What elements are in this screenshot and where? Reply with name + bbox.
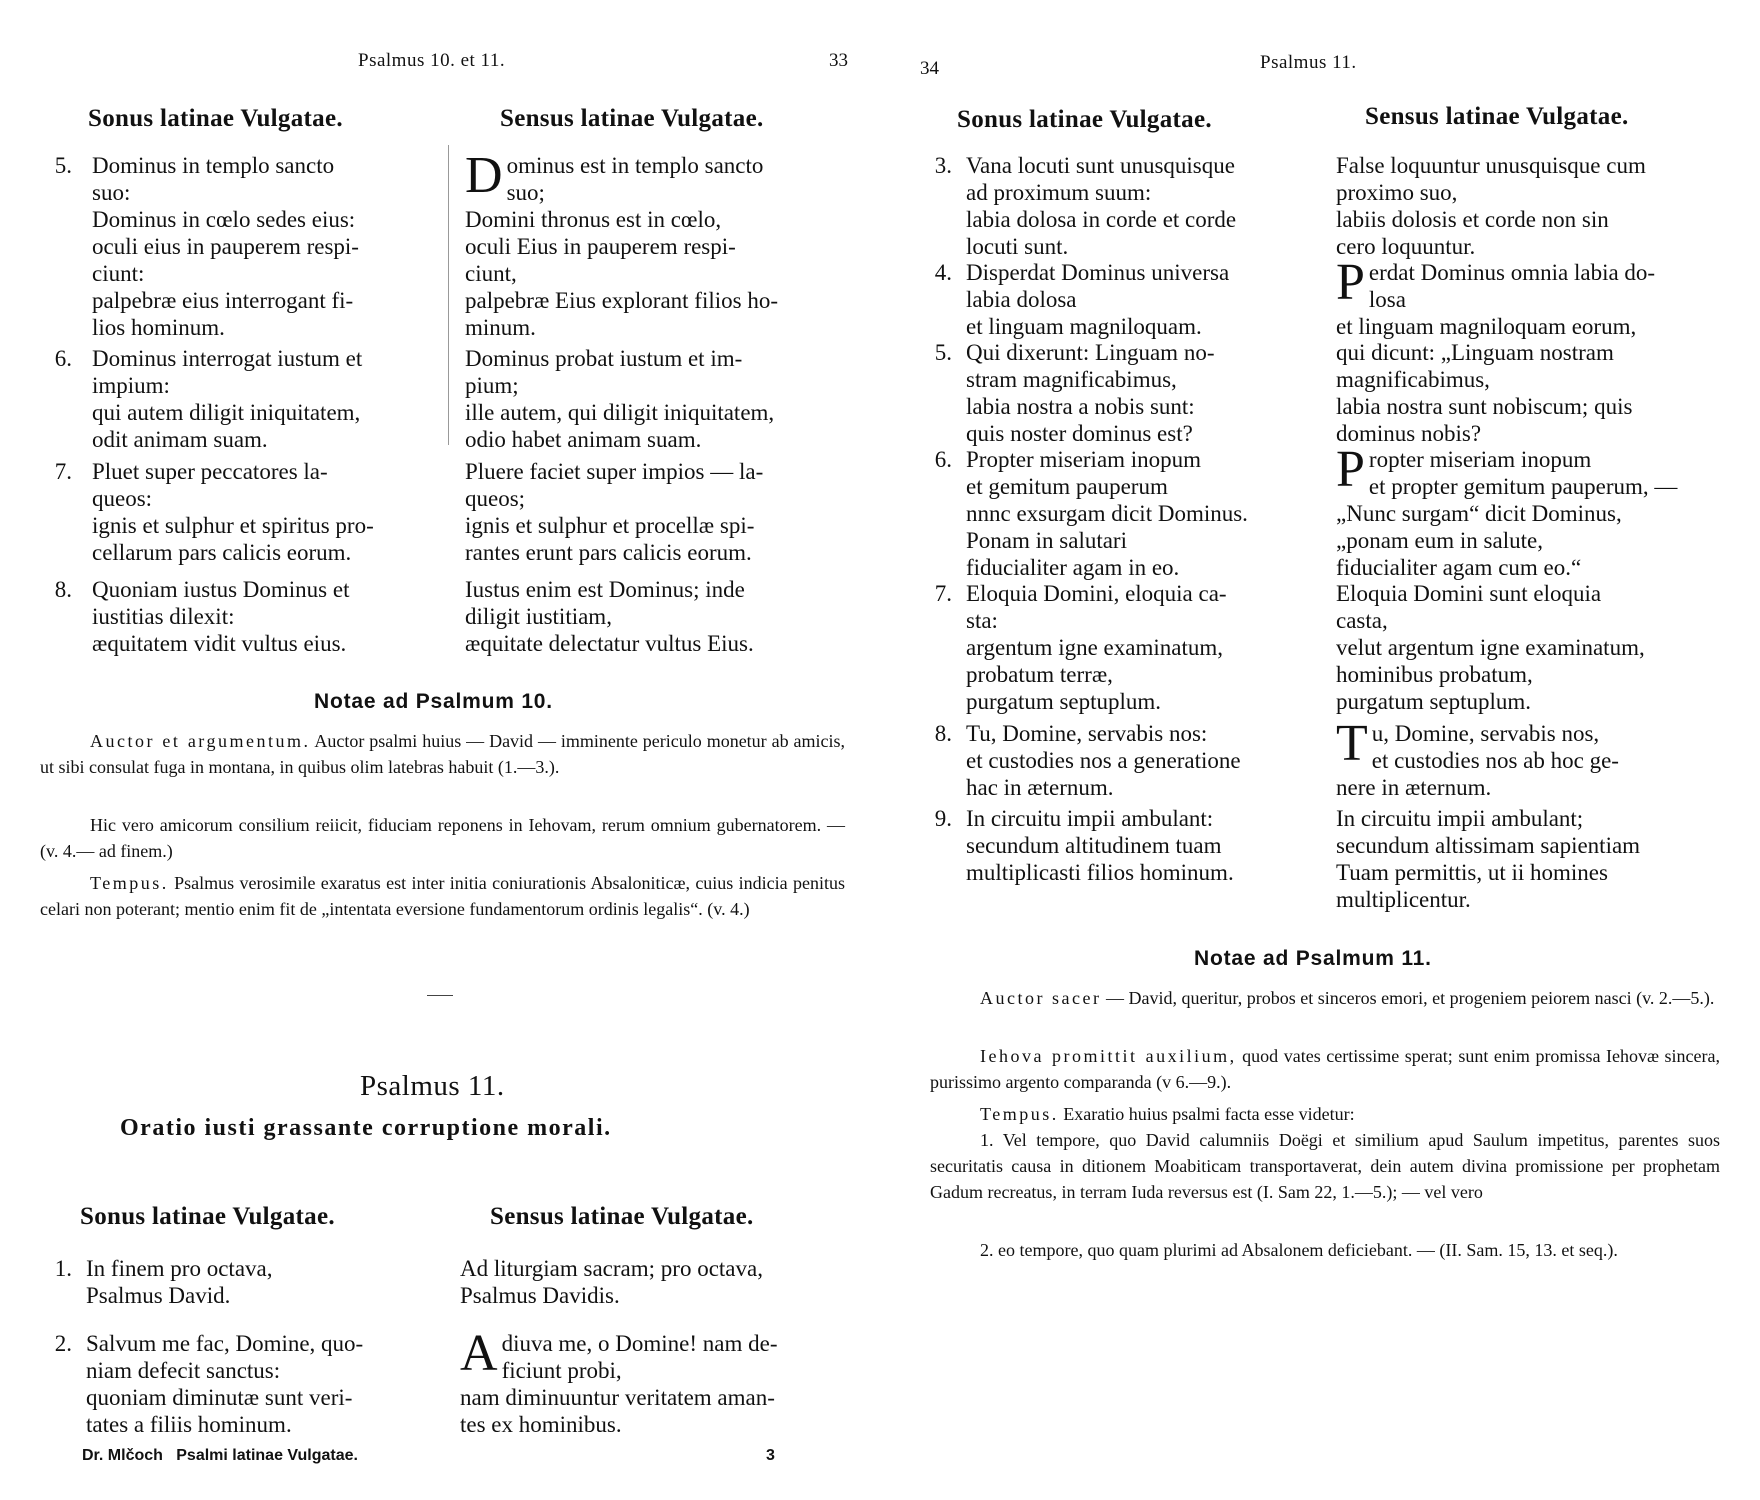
verse-line: velut argentum igne examinatum, xyxy=(1336,635,1645,660)
verse-line: purgatum septuplum. xyxy=(1336,689,1532,714)
verse-number: 8. xyxy=(934,721,952,746)
verse-line: secundum altitudinem tuam xyxy=(966,833,1222,858)
note-text: quod vates certissime sperat; sunt enim promissa Iehovæ sincera, purissimo argento comparanda (v 6.—9.). xyxy=(930,1046,1721,1092)
verse-line: hominibus probatum, xyxy=(1336,662,1533,687)
page-number: 34 xyxy=(920,58,939,79)
note-label: Auctor et argumentum. xyxy=(90,731,311,751)
verse-line: „ponam eum in salute, xyxy=(1336,528,1543,553)
verse-5-sonus xyxy=(40,152,435,342)
verse-line: u, Domine, servabis nos, xyxy=(1371,721,1600,746)
verse-7-sonus xyxy=(920,580,1310,716)
verse-line: stram magnificabimus, xyxy=(966,367,1177,392)
column-heading-sensus: Sensus latinae Vulgatae. xyxy=(490,1203,754,1230)
verse-line: fiducialiter agam in eo. xyxy=(966,555,1180,580)
verse-number: 9. xyxy=(934,806,952,831)
note-paragraph xyxy=(930,1127,1720,1205)
note-paragraph xyxy=(930,985,1720,1011)
verse-line: et propter gemitum pauperum, — xyxy=(1368,474,1678,499)
verse-line: casta, xyxy=(1336,608,1388,633)
note-text: Hic vero amicorum consilium reiicit, fiduciam reponens in Iehovam, rerum omnium gubernatorem. — (v. 4.— ad finem.) xyxy=(40,815,845,861)
verse-number: 7. xyxy=(54,459,72,484)
signature-number: 3 xyxy=(766,1447,775,1464)
verse-line: Pluet super peccatores la- xyxy=(92,459,328,484)
verse-1-sonus xyxy=(40,1255,435,1311)
verse-line: pium; xyxy=(465,373,519,398)
note-paragraph xyxy=(930,1101,1720,1127)
verse-3-sonus xyxy=(920,152,1310,262)
verse-number: 8. xyxy=(54,577,72,602)
verse-line: erdat Dominus omnia labia do- xyxy=(1368,260,1656,285)
verse-line: tates a filiis hominum. xyxy=(86,1412,292,1437)
verse-line: Dominus probat iustum et im- xyxy=(465,346,743,371)
verse-line: purgatum septuplum. xyxy=(966,689,1162,714)
verse-line: Eloquia Domini, eloquia ca- xyxy=(966,581,1227,606)
verse-line: et custodies nos a generatione xyxy=(966,748,1241,773)
note-text: — David, queritur, probos et sinceros emori, et progeniem peiorem nasci (v. 2.—5.). xyxy=(1101,988,1715,1008)
verse-line: secundum altissimam sapientiam xyxy=(1336,833,1641,858)
verse-line: ciunt, xyxy=(465,261,517,286)
verse-number: 3. xyxy=(934,153,952,178)
drop-cap: A xyxy=(460,1325,498,1382)
note-text: 1. Vel tempore, quo David calumniis Doëgi et similium apud Saulum impetitus, parentes suos securitatis causa in ditionem Moabiticam transportaverat, dein autem divina promissione per prophetam Gadum recreatus, in terram Iuda reversus est (I. Sam 22, 1.—5.); — vel vero xyxy=(930,1130,1720,1202)
note-label: Iehova promittit auxilium, xyxy=(980,1046,1237,1066)
verse-line: nere in æternum. xyxy=(1336,775,1492,800)
psalm-subtitle: Oratio iusti grassante corruptione morali. xyxy=(120,1115,612,1141)
verse-line: labiis dolosis et corde non sin xyxy=(1336,207,1609,232)
verse-number: 5. xyxy=(54,153,72,178)
note-text: Exaratio huius psalmi facta esse videtur: xyxy=(1058,1104,1355,1124)
verse-line: nnnc exsurgam dicit Dominus. xyxy=(966,501,1248,526)
verse-line: suo; xyxy=(506,180,545,205)
verse-line: labia nostra sunt nobiscum; quis xyxy=(1336,394,1633,419)
verse-line: ropter miseriam inopum xyxy=(1368,447,1592,472)
verse-5-sonus xyxy=(920,339,1310,449)
verse-line: et linguam magniloquam eorum, xyxy=(1336,314,1637,339)
verse-number: 5. xyxy=(934,340,952,365)
verse-line: locuti sunt. xyxy=(966,234,1069,259)
verse-line: ad proximum suum: xyxy=(966,180,1152,205)
verse-number: 2. xyxy=(54,1331,72,1356)
footer-author-name: Dr. Mlčoch xyxy=(82,1447,163,1464)
verse-line: impium: xyxy=(92,373,170,398)
column-guide xyxy=(448,145,449,445)
verse-line: dominus nobis? xyxy=(1336,421,1482,446)
verse-2-sensus xyxy=(460,1325,855,1438)
note-text: Psalmus verosimile exaratus est inter initia coniurationis Absalonitiсæ, cuius indicia penitus celari non poterant; mentio enim fit de „intentata eversione fundamentorum ordinis legalis“. (v. 4.) xyxy=(40,873,845,919)
verse-5-sensus xyxy=(1336,339,1726,447)
verse-number: 6. xyxy=(934,447,952,472)
note-paragraph xyxy=(930,1237,1720,1263)
note-label: Auctor sacer xyxy=(980,988,1102,1008)
verse-line: æquitate delectatur vultus Eius. xyxy=(465,631,754,656)
verse-line: nam diminuuntur veritatem aman- xyxy=(460,1385,775,1410)
verse-line: Pluere faciet super impios — la- xyxy=(465,459,764,484)
verse-7-sensus xyxy=(465,458,855,566)
verse-line: Ponam in salutari xyxy=(966,528,1127,553)
verse-line: ciunt: xyxy=(92,261,145,286)
verse-9-sensus xyxy=(1336,805,1726,913)
verse-line: Ad liturgiam sacram; pro octava, xyxy=(460,1256,763,1281)
drop-cap: P xyxy=(1336,441,1365,498)
verse-line: In circuitu impii ambulant; xyxy=(1336,806,1584,831)
verse-line: labia dolosa xyxy=(966,287,1077,312)
column-heading-sonus: Sonus latinae Vulgatae. xyxy=(957,106,1212,133)
verse-line: ignis et sulphur et spiritus pro- xyxy=(92,513,374,538)
verse-7-sensus xyxy=(1336,580,1726,715)
drop-cap: T xyxy=(1336,715,1368,772)
verse-6-sensus xyxy=(465,345,855,453)
note-paragraph xyxy=(930,1043,1720,1095)
drop-cap: P xyxy=(1336,254,1365,311)
verse-line: odit animam suam. xyxy=(92,427,268,452)
verse-line: diligit iustitiam, xyxy=(465,604,612,629)
verse-number: 1. xyxy=(54,1256,72,1281)
verse-7-sonus xyxy=(40,458,435,568)
verse-8-sensus xyxy=(1336,715,1726,801)
verse-line: diuva me, o Domine! nam de- xyxy=(501,1331,778,1356)
notes-title: Notae ad Psalmum 10. xyxy=(314,690,553,713)
section-divider xyxy=(427,995,453,996)
verse-line: qui dicunt: „Linguam nostram xyxy=(1336,340,1614,365)
verse-line: oculi eius in pauperem respi- xyxy=(92,234,359,259)
verse-line: Dominus interrogat iustum et xyxy=(92,346,363,371)
verse-line: ominus est in templo sancto xyxy=(506,153,764,178)
drop-cap: D xyxy=(465,147,503,204)
verse-line: probatum terræ, xyxy=(966,662,1113,687)
verse-line: Psalmus Davidis. xyxy=(460,1283,620,1308)
verse-line: labia dolosa in corde et corde xyxy=(966,207,1237,232)
verse-line: et custodies nos ab hoc ge- xyxy=(1371,748,1619,773)
psalm-title: Psalmus 11. xyxy=(360,1070,505,1102)
verse-2-sonus xyxy=(40,1330,435,1440)
verse-line: queos: xyxy=(92,486,153,511)
verse-line: palpebræ Eius explorant filios ho- xyxy=(465,288,778,313)
verse-line: quoniam diminutæ sunt veri- xyxy=(86,1385,353,1410)
verse-line: Iustus enim est Dominus; inde xyxy=(465,577,745,602)
verse-line: niam defecit sanctus: xyxy=(86,1358,281,1383)
verse-line: argentum igne examinatum, xyxy=(966,635,1223,660)
running-head: Psalmus 10. et 11. xyxy=(358,50,506,71)
column-heading-sonus: Sonus latinae Vulgatae. xyxy=(88,105,343,132)
footer-book-title: Psalmi latinae Vulgatae. xyxy=(176,1447,358,1464)
verse-3-sensus xyxy=(1336,152,1726,260)
verse-line: Disperdat Dominus universa xyxy=(966,260,1230,285)
column-heading-sensus: Sensus latinae Vulgatae. xyxy=(500,105,764,132)
verse-line: ille autem, qui diligit iniquitatem, xyxy=(465,400,775,425)
verse-line: lios hominum. xyxy=(92,315,225,340)
verse-8-sensus xyxy=(465,576,855,657)
verse-line: ficiunt probi, xyxy=(501,1358,622,1383)
verse-line: oculi Eius in pauperem respi- xyxy=(465,234,736,259)
verse-line: quis noster dominus est? xyxy=(966,421,1193,446)
verse-line: cero loquuntur. xyxy=(1336,234,1476,259)
verse-line: „Nunc surgam“ dicit Dominus, xyxy=(1336,501,1622,526)
verse-number: 4. xyxy=(934,260,952,285)
running-head: Psalmus 11. xyxy=(1260,52,1357,73)
verse-line: multiplicasti filios hominum. xyxy=(966,860,1234,885)
verse-line: odio habet animam suam. xyxy=(465,427,702,452)
verse-number: 7. xyxy=(934,581,952,606)
verse-number: 6. xyxy=(54,346,72,371)
verse-line: Propter miseriam inopum xyxy=(966,447,1202,472)
verse-line: In circuitu impii ambulant: xyxy=(966,806,1214,831)
verse-line: iustitias dilexit: xyxy=(92,604,235,629)
verse-line: sta: xyxy=(966,608,998,633)
verse-line: fiducialiter agam cum eo.“ xyxy=(1336,555,1582,580)
verse-line: In finem pro octava, xyxy=(86,1256,273,1281)
note-label: Tempus. xyxy=(980,1104,1059,1124)
column-heading-sensus: Sensus latinae Vulgatae. xyxy=(1365,103,1629,130)
verse-line: multiplicentur. xyxy=(1336,887,1471,912)
verse-6-sensus xyxy=(1336,441,1736,581)
verse-line: Quoniam iustus Dominus et xyxy=(92,577,350,602)
verse-line: Tu, Domine, servabis nos: xyxy=(966,721,1208,746)
verse-1-sensus xyxy=(460,1255,855,1309)
verse-line: losa xyxy=(1368,287,1406,312)
verse-4-sensus xyxy=(1336,254,1726,340)
verse-line: cellarum pars calicis eorum. xyxy=(92,540,352,565)
verse-line: Qui dixerunt: Linguam no- xyxy=(966,340,1215,365)
verse-9-sonus xyxy=(920,805,1310,887)
verse-line: ignis et sulphur et procellæ spi- xyxy=(465,513,755,538)
verse-8-sonus xyxy=(920,720,1310,802)
notes-title: Notae ad Psalmum 11. xyxy=(1194,947,1432,970)
note-paragraph xyxy=(40,812,845,864)
verse-4-sonus xyxy=(920,259,1310,341)
verse-line: Domini thronus est in cœlo, xyxy=(465,207,722,232)
right-page xyxy=(880,0,1760,1500)
verse-6-sonus xyxy=(920,446,1310,582)
note-paragraph xyxy=(40,728,845,780)
verse-line: Psalmus David. xyxy=(86,1283,231,1308)
verse-line: æquitatem vidit vultus eius. xyxy=(92,631,347,656)
verse-line: suo: xyxy=(92,180,131,205)
verse-line: rantes erunt pars calicis eorum. xyxy=(465,540,752,565)
verse-line: Salvum me fac, Domine, quo- xyxy=(86,1331,364,1356)
verse-line: magnificabimus, xyxy=(1336,367,1490,392)
verse-line: hac in æternum. xyxy=(966,775,1114,800)
verse-8-sonus xyxy=(40,576,435,661)
verse-line: tes ex hominibus. xyxy=(460,1412,622,1437)
note-text: Auctor psalmi huius — David — imminente periculo monetur ab amicis, ut sibi consulat fuga in montana, in quibus olim latebras habuit (1.—3.). xyxy=(40,731,845,777)
verse-line: et gemitum pauperum xyxy=(966,474,1168,499)
note-label: Tempus. xyxy=(90,873,169,893)
verse-line: Eloquia Domini sunt eloquia xyxy=(1336,581,1602,606)
verse-line: queos; xyxy=(465,486,526,511)
verse-line: palpebræ eius interrogant fi- xyxy=(92,288,354,313)
column-heading-sonus: Sonus latinae Vulgatae. xyxy=(80,1203,335,1230)
verse-line: Dominus in templo sancto xyxy=(92,153,335,178)
verse-line: minum. xyxy=(465,315,536,340)
verse-line: Dominus in cœlo sedes eius: xyxy=(92,207,356,232)
footer-author xyxy=(82,1447,358,1465)
verse-line: Vana locuti sunt unusquisque xyxy=(966,153,1235,178)
verse-line: qui autem diligit iniquitatem, xyxy=(92,400,361,425)
note-text: 2. eo tempore, quo quam plurimi ad Absalonem deficiebant. — (II. Sam. 15, 13. et seq.). xyxy=(980,1240,1618,1260)
verse-line: labia nostra a nobis sunt: xyxy=(966,394,1195,419)
verse-6-sonus xyxy=(40,345,435,455)
verse-line: et linguam magniloquam. xyxy=(966,314,1202,339)
verse-5-sensus xyxy=(465,147,855,341)
verse-line: proximo suo, xyxy=(1336,180,1458,205)
page-number: 33 xyxy=(829,50,848,71)
verse-line: Tuam permittis, ut ii homines xyxy=(1336,860,1608,885)
verse-line: False loquuntur unusquisque cum xyxy=(1336,153,1646,178)
note-paragraph xyxy=(40,870,845,922)
